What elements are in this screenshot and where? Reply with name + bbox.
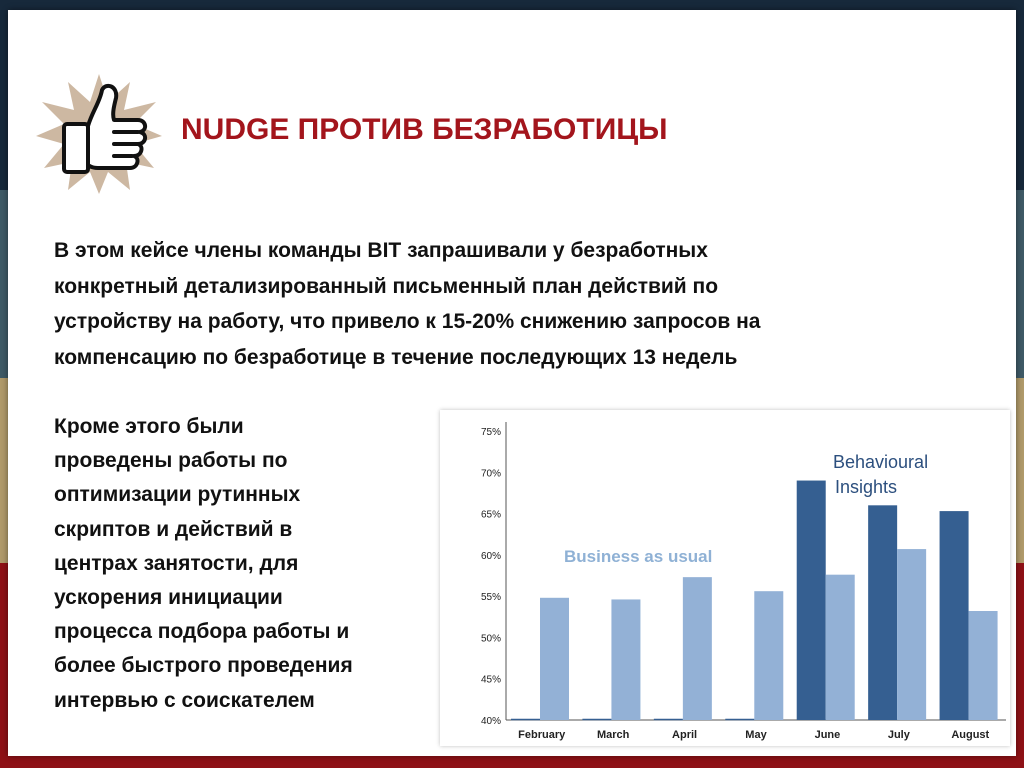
bar-behavioural-insights <box>868 505 897 720</box>
y-tick-label: 65% <box>480 509 501 521</box>
chart-canvas <box>440 410 1010 746</box>
x-tick-label: June <box>814 729 841 741</box>
annotation-business-as-usual: Business as usual <box>564 547 713 566</box>
bar-business-as-usual <box>897 549 926 720</box>
y-tick-label: 50% <box>480 633 501 645</box>
slide <box>8 10 1016 756</box>
side-line: интервью с соискателем <box>54 688 315 712</box>
x-tick-label: February <box>518 729 566 741</box>
bar-business-as-usual <box>826 575 855 720</box>
side-line: скриптов и действий в <box>54 517 293 541</box>
intro-line: компенсацию по безработице в течение последующих 13 недель <box>54 345 738 369</box>
bar-business-as-usual <box>969 611 998 720</box>
slide-title: NUDGE ПРОТИВ БЕЗРАБОТИЦЫ <box>181 113 668 146</box>
y-tick-label: 40% <box>480 716 501 727</box>
bar-business-as-usual <box>540 598 569 720</box>
y-tick-label: 60% <box>480 550 501 562</box>
thumbs-up-icon <box>34 72 164 196</box>
y-tick-label: 45% <box>480 674 501 686</box>
side-line: Кроме этого были <box>54 415 244 438</box>
side-line: центрах занятости, для <box>54 551 299 575</box>
x-tick-label: May <box>745 729 767 741</box>
side-line: ускорения инициации <box>54 586 283 610</box>
x-tick-label: August <box>951 729 990 741</box>
bar-chart <box>440 410 1010 746</box>
intro-paragraph <box>54 233 934 375</box>
y-tick-label: 75% <box>480 427 501 438</box>
intro-line: устройству на работу, что привело к 15-20% снижению запросов на <box>54 310 761 333</box>
bar-business-as-usual <box>754 591 783 720</box>
bar-business-as-usual <box>611 599 640 720</box>
side-line: проведены работы по <box>54 449 288 473</box>
x-tick-label: April <box>672 729 698 741</box>
annotation-behavioural-insights: Insights <box>835 477 898 497</box>
side-line: процесса подбора работы и <box>54 620 350 644</box>
side-line: более быстрого проведения <box>54 654 353 678</box>
side-paragraph <box>54 410 424 718</box>
intro-line: конкретный детализированный письменный план действий по <box>54 274 719 298</box>
x-tick-label: March <box>596 729 630 741</box>
intro-line: В этом кейсе члены команды BIT запрашивали у безработных <box>54 239 708 262</box>
annotation-behavioural-insights: Behavioural <box>833 452 929 472</box>
y-tick-label: 70% <box>480 468 501 480</box>
bar-behavioural-insights <box>797 481 826 720</box>
bar-behavioural-insights <box>940 511 969 720</box>
y-tick-label: 55% <box>480 592 501 604</box>
bar-business-as-usual <box>683 577 712 720</box>
side-line: оптимизации рутинных <box>54 483 301 507</box>
x-tick-label: July <box>887 729 910 741</box>
